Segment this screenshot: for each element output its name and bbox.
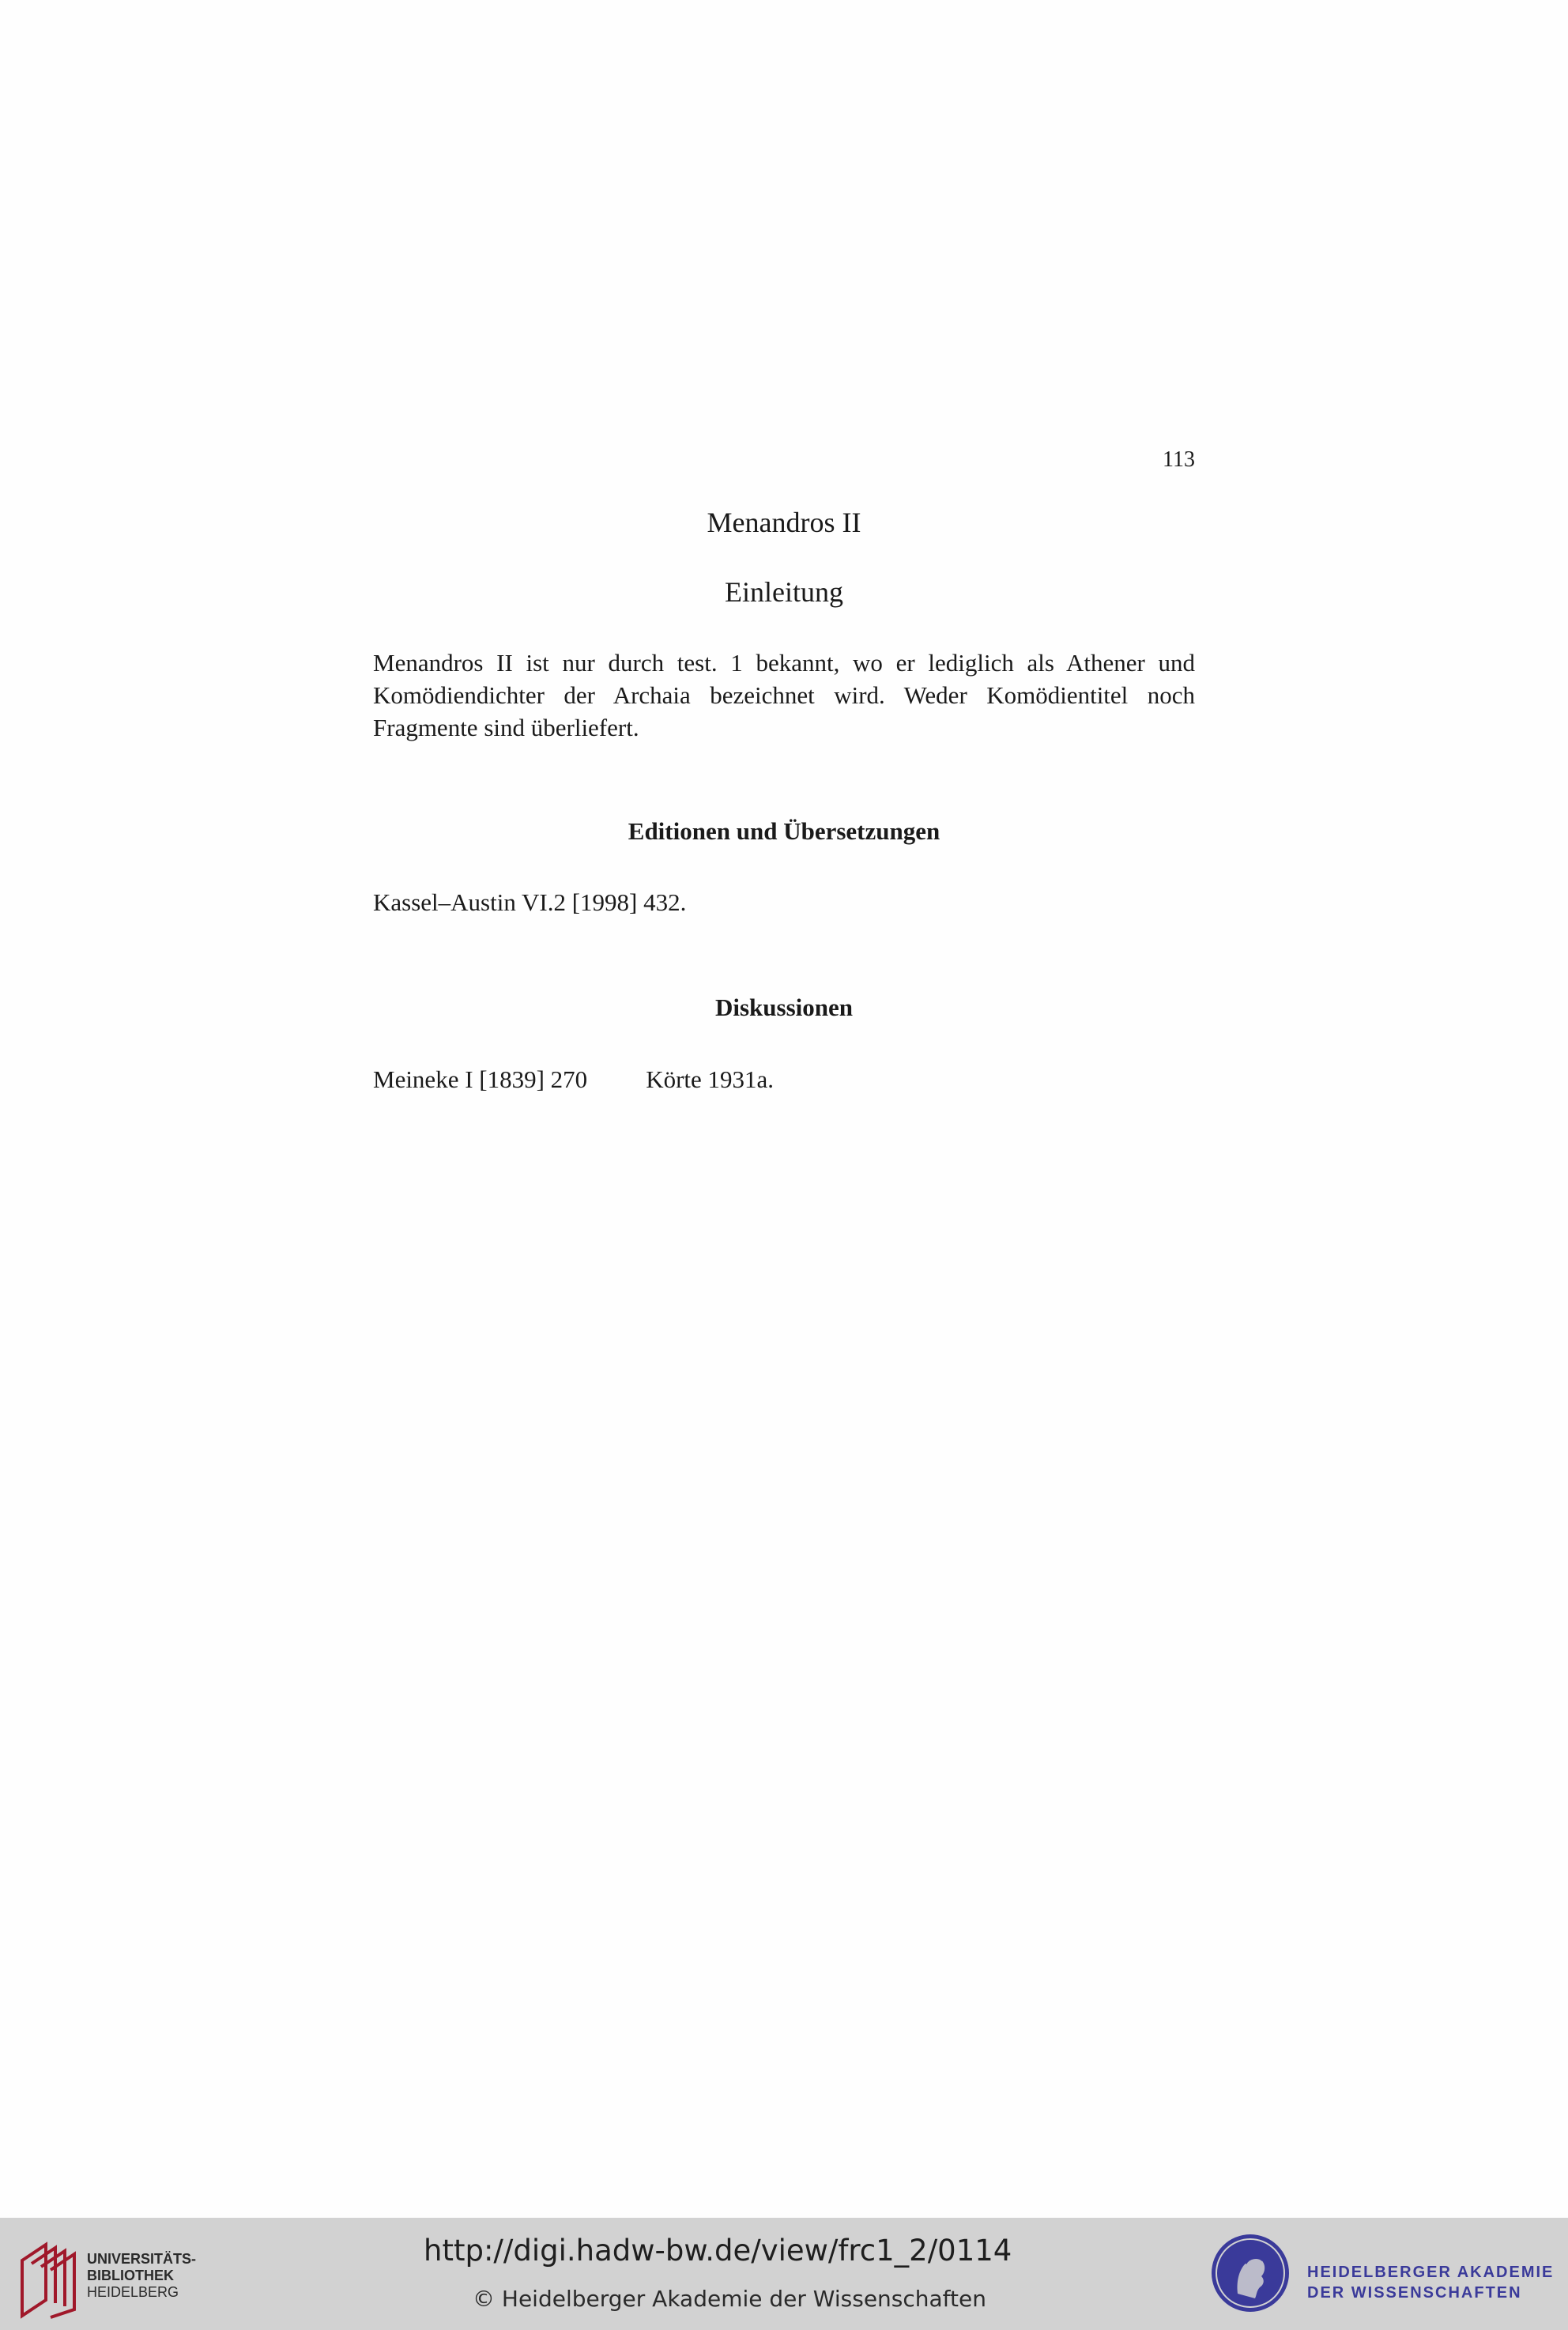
editions-heading: Editionen und Übersetzungen [628, 817, 940, 845]
academy-name-line: HEIDELBERGER AKADEMIE [1307, 2264, 1555, 2281]
intro-paragraph: Menandros II ist nur durch test. 1 bekannt, wo er lediglich als Athener und Komödiendichter der Archaia bezeichnet wird. Weder Komödientitel noch Fragmente sind überliefert. [373, 649, 1195, 741]
library-books-icon [19, 2238, 79, 2321]
academy-name-line: DER WISSENSCHAFTEN [1307, 2284, 1522, 2302]
library-name-line: BIBLIOTHEK [87, 2268, 174, 2283]
academy-seal-icon [1209, 2232, 1291, 2314]
academy-name [1307, 2262, 1554, 2303]
page-title: Menandros II [707, 507, 861, 538]
discussions-list [373, 1065, 774, 1094]
page-number: 113 [1163, 447, 1195, 472]
intro-heading: Einleitung [725, 576, 843, 608]
copyright-notice: © Heidelberger Akademie der Wissenschaften [473, 2286, 987, 2312]
library-name-line: UNIVERSITÄTS- [87, 2251, 197, 2267]
discussion-reference: Körte 1931a. [646, 1065, 775, 1093]
footer-bar [0, 2218, 1568, 2330]
academy-logo[interactable] [1209, 2229, 1557, 2321]
university-library-logo[interactable] [19, 2234, 209, 2321]
library-name [87, 2251, 196, 2301]
editions-reference: Kassel–Austin VI.2 [1998] 432. [373, 888, 687, 916]
discussion-reference: Meineke I [1839] 270 [373, 1065, 588, 1093]
discussions-heading: Diskussionen [714, 993, 854, 1021]
source-url-link[interactable]: http://digi.hadw-bw.de/view/frc1_2/0114 [424, 2234, 1012, 2268]
library-name-line: HEIDELBERG [87, 2284, 179, 2300]
